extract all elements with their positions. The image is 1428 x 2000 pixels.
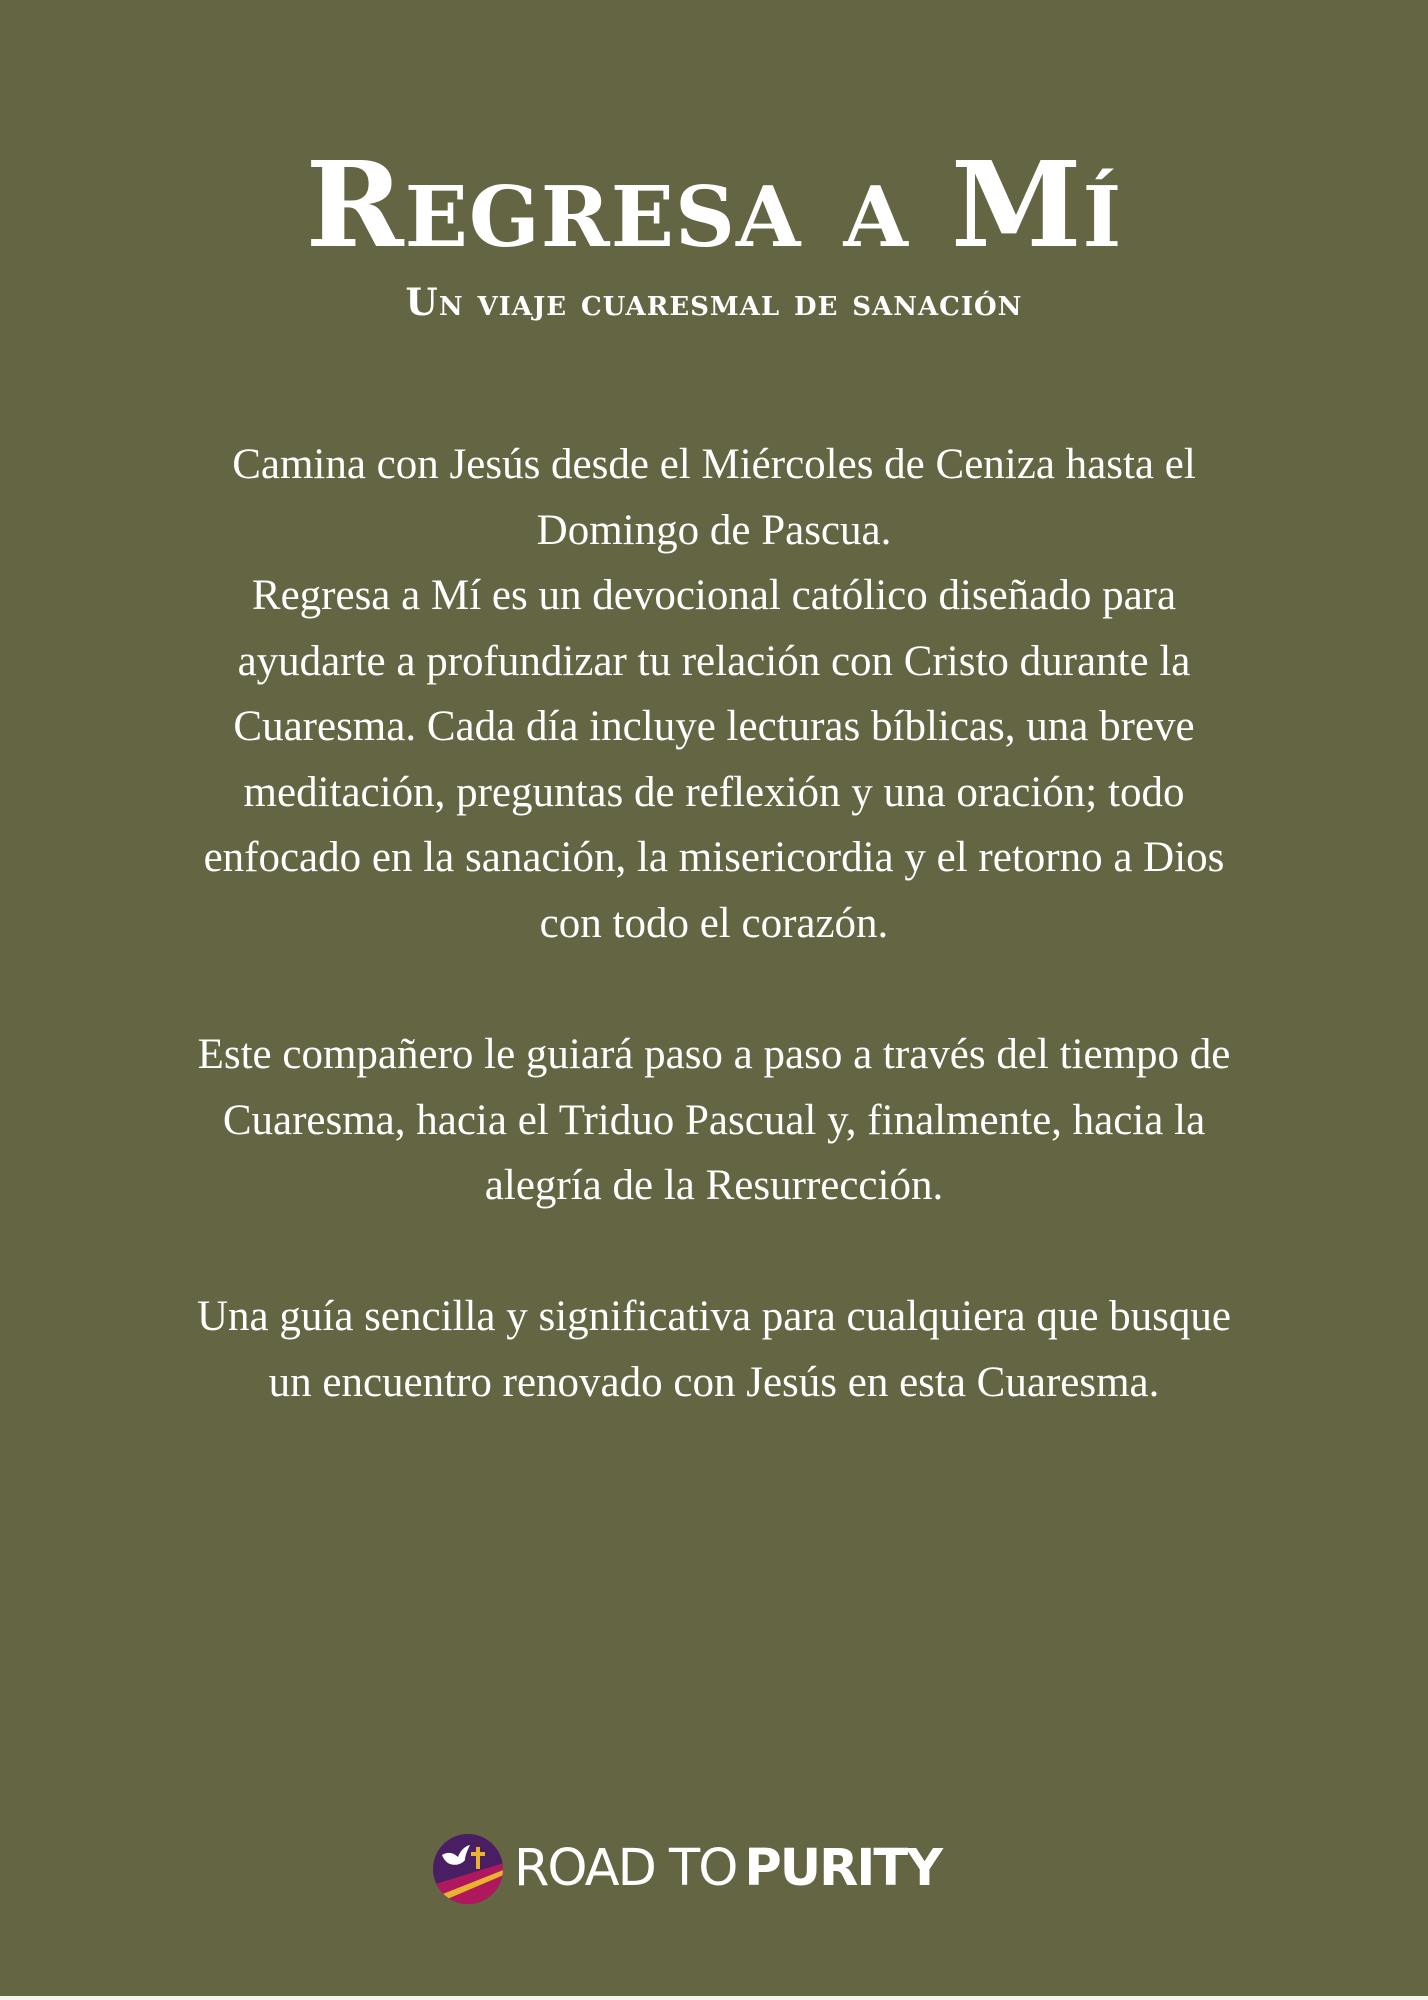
description-paragraph-1: Camina con Jesús desde el Miércoles de Ceniza hasta el Domingo de Pascua. Regresa a Mí es un devocional católico diseñado para ayudarte a profundizar tu relación con Cristo durante la Cuaresma. Cada día incluye lecturas bíblicas, una breve meditación, preguntas de reflexión y una oración; todo enfocado en la sanación, la misericordia y el retorno a Dios con todo el corazón. [203,441,1225,947]
description-paragraph-3: Una guía sencilla y significativa para cualquiera que busque un encuentro renovado con Jesús en esta Cuaresma. [197,1293,1231,1406]
road-to-purity-logo [432,1833,941,1905]
bottom-edge [0,1996,1428,2000]
book-title: Regresa a Mí [305,135,1123,274]
logo-wordmark [514,1833,941,1905]
logo-text-bold: PURITY [744,1839,942,1898]
book-subtitle: Un viaje cuaresmal de sanación [405,280,1023,324]
logo-text-light: ROAD TO [514,1839,737,1898]
description-paragraph-2: Este compañero le guiará paso a paso a través del tiempo de Cuaresma, hacia el Triduo Pascual y, finalmente, hacia la alegría de la Resurrección. [197,1031,1231,1209]
dove-cross-road-icon [432,1833,504,1905]
